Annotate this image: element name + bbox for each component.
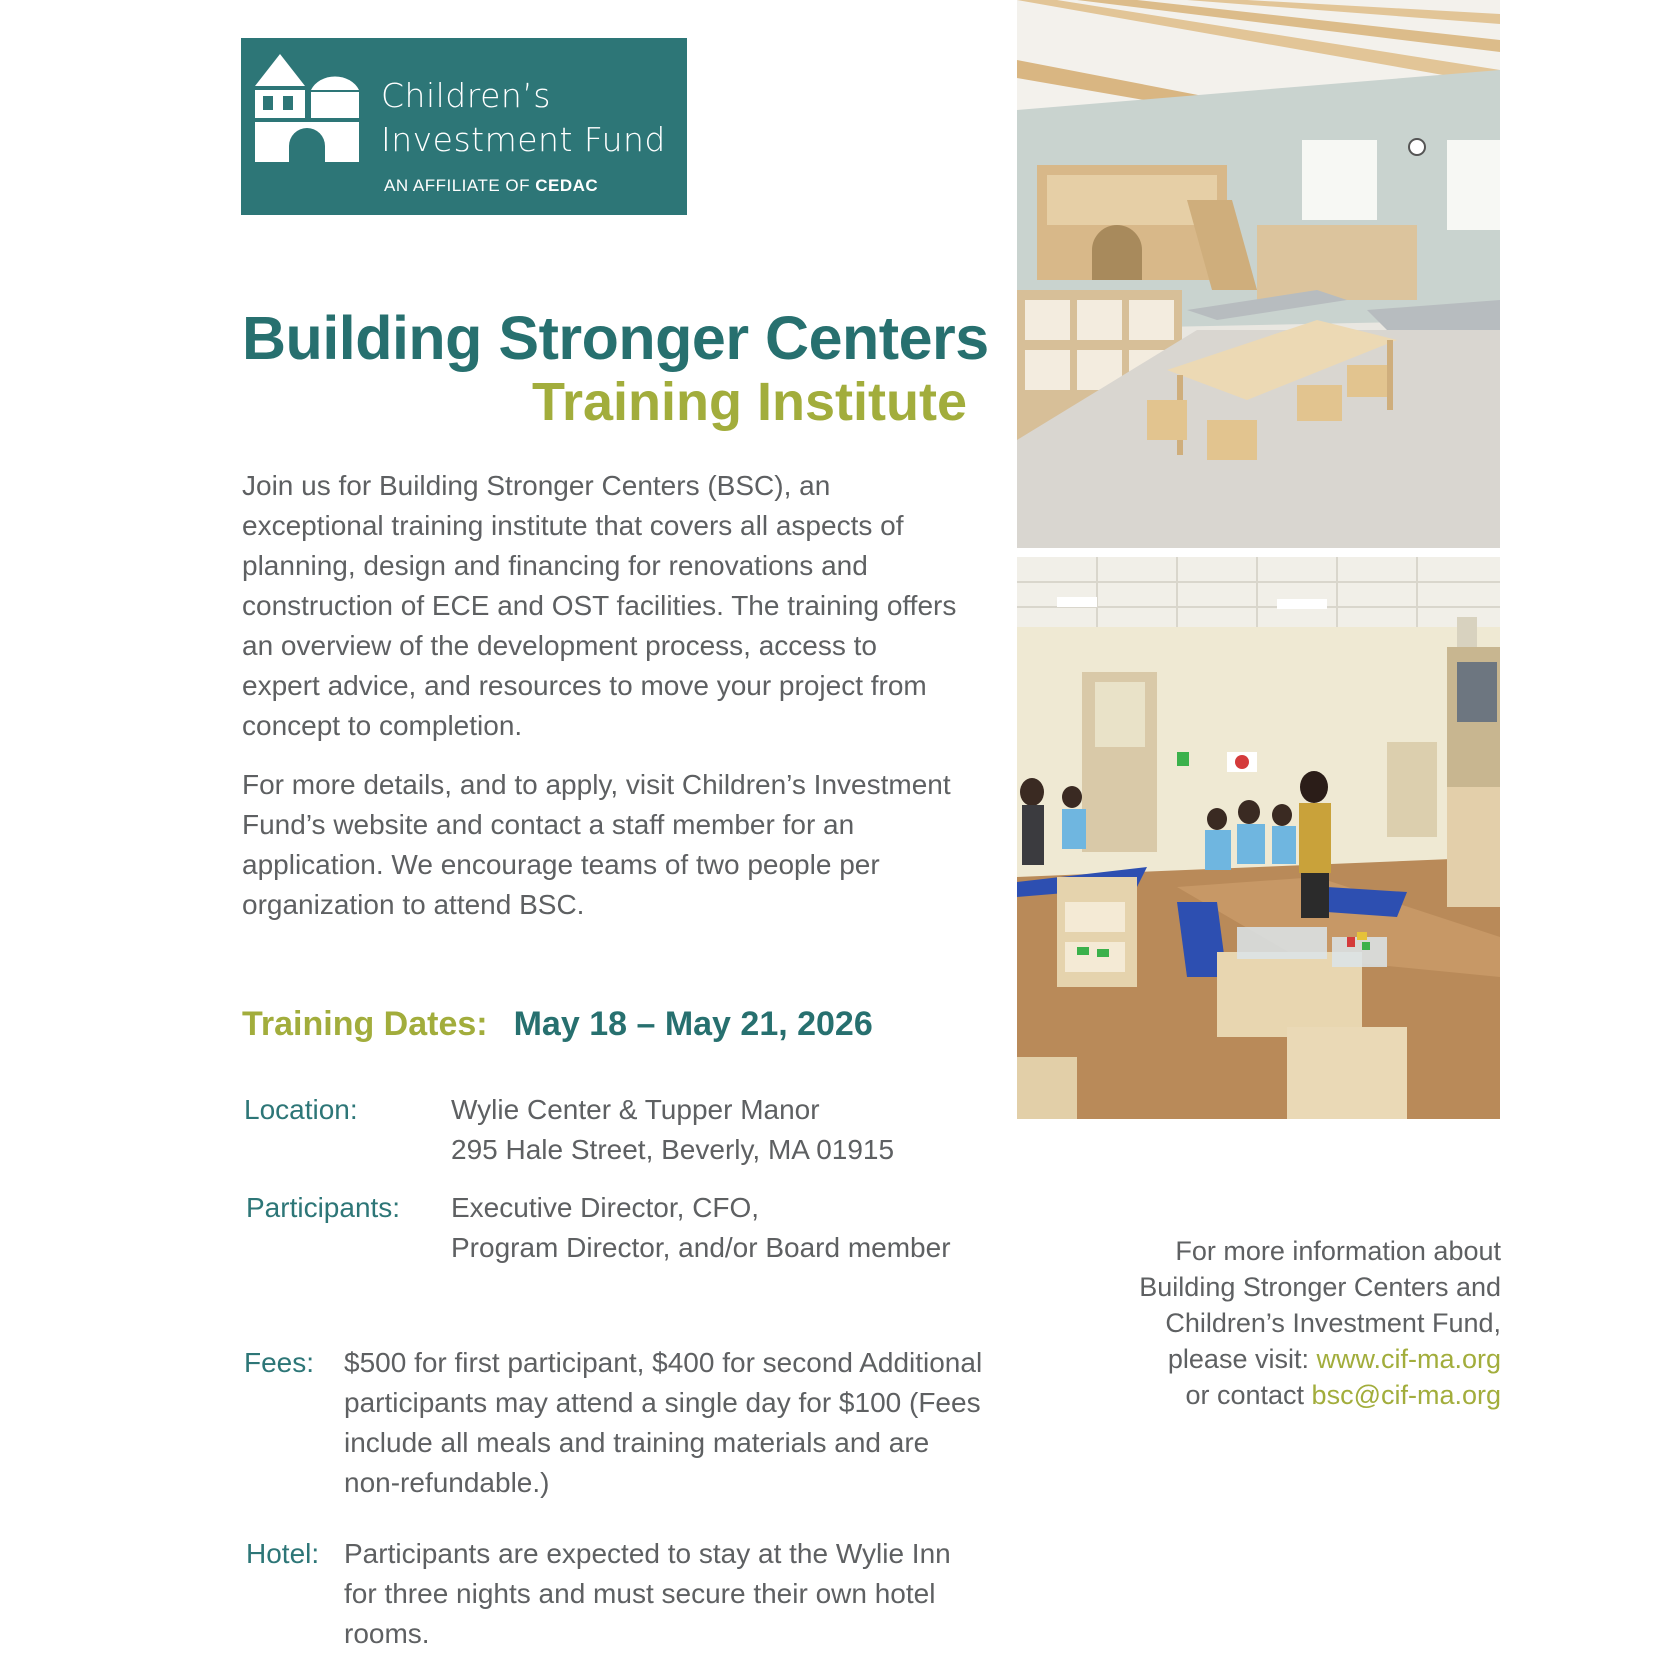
apply-paragraph: For more details, and to apply, visit Children’s Investment Fund’s website and contact a staff member for an application. We encourage teams of two people per organization to attend BSC. (242, 769, 951, 920)
info-contact (1101, 1377, 1501, 1413)
logo-line-1: Children’s (381, 76, 551, 115)
classroom-photo-1 (1017, 0, 1500, 548)
visit-prefix: please visit: (1167, 1344, 1317, 1374)
website-link[interactable]: www.cif-ma.org (1316, 1344, 1501, 1374)
location-line-1: Wylie Center & Tupper Manor (451, 1094, 820, 1125)
logo-line-2: Investment Fund (381, 120, 666, 159)
participants-value (451, 1188, 971, 1268)
page-subtitle: Training Institute (531, 372, 967, 432)
training-dates (242, 1005, 873, 1044)
classroom-loft-image (1017, 0, 1500, 548)
logo-name (381, 74, 666, 162)
classroom-photo-2 (1017, 557, 1500, 1119)
page-title: Building Stronger Centers (242, 304, 989, 372)
intro-paragraph: Join us for Building Stronger Centers (BSC), an exceptional training institute that covers all aspects of planning, design and financing for renovations and construction of ECE and OST facilities. The training offers an overview of the development process, access to expert advice, and resources to move your project from concept to completion. (242, 470, 957, 741)
fees-value: $500 for first participant, $400 for second Additional participants may attend a single day for $100 (Fees include all meals and training materials and are non-refundable.) (344, 1347, 983, 1498)
info-line-3: Children’s Investment Fund, (1165, 1308, 1501, 1338)
affiliate-prefix: AN AFFILIATE OF (384, 176, 536, 195)
fees-label: Fees: (244, 1347, 315, 1378)
location-label: Location: (244, 1094, 358, 1125)
hotel-label: Hotel: (246, 1538, 320, 1569)
participants-line-1: Executive Director, CFO, (451, 1192, 760, 1223)
building-blocks-icon (253, 50, 363, 162)
logo-affiliate (384, 176, 598, 196)
training-dates-value: May 18 – May 21, 2026 (513, 1005, 873, 1043)
info-line-2: Building Stronger Centers and (1139, 1272, 1501, 1302)
email-link[interactable]: bsc@cif-ma.org (1311, 1380, 1501, 1410)
training-dates-label: Training Dates: (242, 1005, 488, 1043)
participants-label: Participants: (246, 1192, 401, 1223)
hotel-value: Participants are expected to stay at the Wylie Inn for three nights and must secure their own hotel rooms. (344, 1538, 951, 1649)
affiliate-name: CEDAC (535, 176, 599, 195)
more-info (1101, 1233, 1501, 1413)
location-line-2: 295 Hale Street, Beverly, MA 01915 (451, 1134, 895, 1165)
classroom-children-image (1017, 557, 1500, 1119)
contact-prefix: or contact (1185, 1380, 1312, 1410)
participants-line-2: Program Director, and/or Board member (451, 1232, 951, 1263)
info-line-1: For more information about (1175, 1236, 1501, 1266)
cif-logo (241, 38, 687, 215)
location-value (451, 1090, 971, 1170)
info-visit (1101, 1341, 1501, 1377)
